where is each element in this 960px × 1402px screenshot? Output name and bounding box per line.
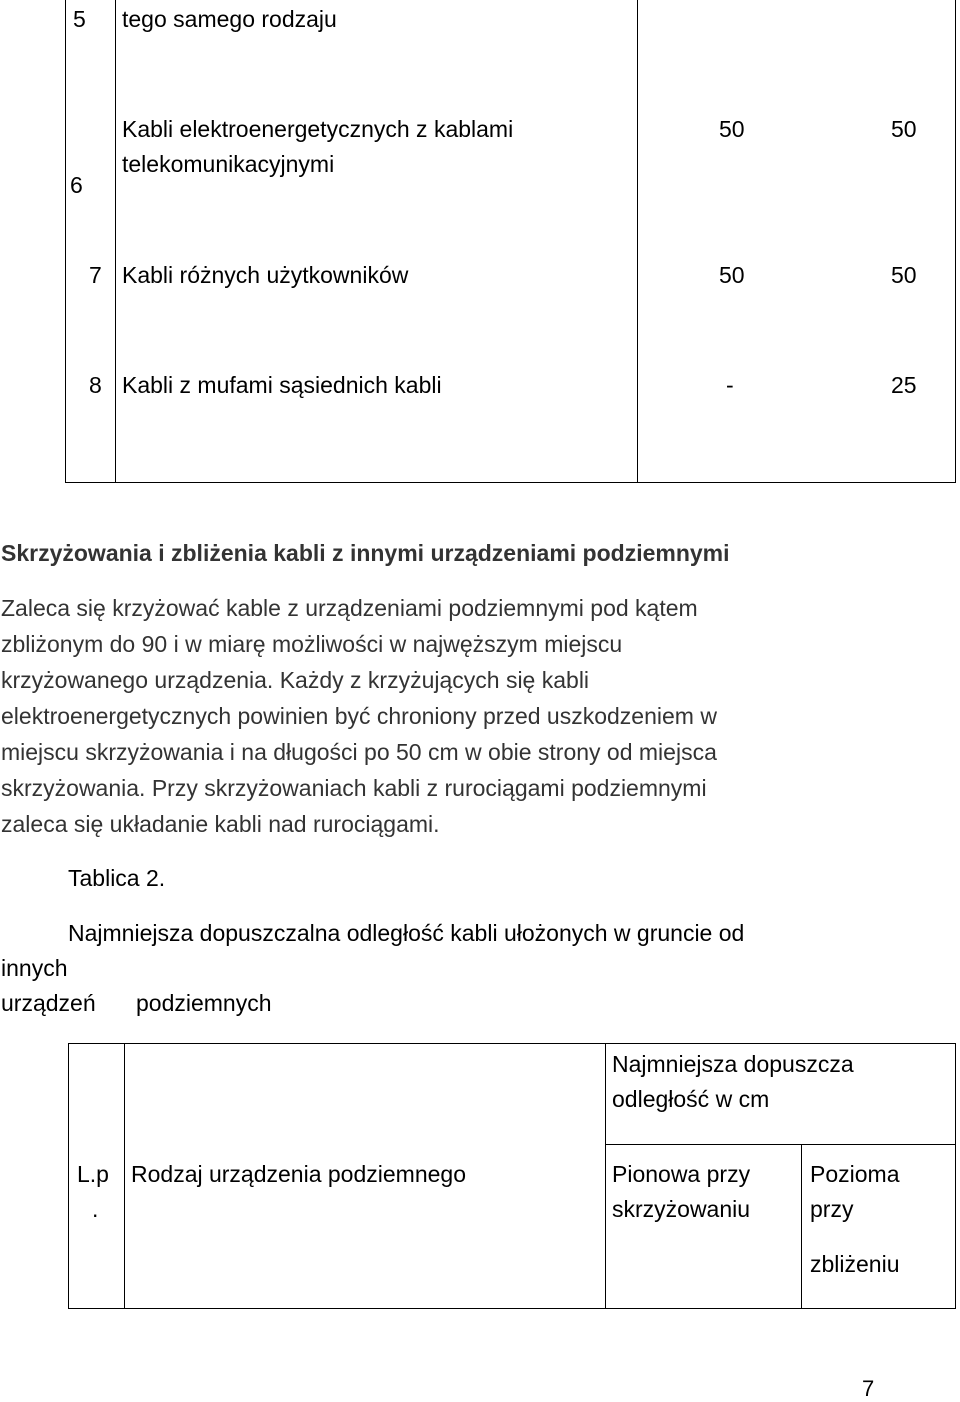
horizontal-header-line: Pozioma: [810, 1161, 900, 1187]
caption-line: podziemnych: [136, 990, 272, 1016]
row-value-vertical: -: [726, 372, 734, 398]
row-description: Kabli z mufami sąsiednich kabli: [122, 372, 442, 398]
paragraph-line: skrzyżowania. Przy skrzyżowaniach kabli z rurociągami podziemnymi: [1, 775, 707, 801]
column-header-type: Rodzaj urządzenia podziemnego: [131, 1161, 466, 1187]
row-description: tego samego rodzaju: [122, 6, 337, 32]
row-value-horizontal: 25: [891, 372, 917, 398]
group-header-line: odległość w cm: [612, 1086, 770, 1112]
row-number: 5: [73, 6, 86, 32]
horizontal-header-line: zbliżeniu: [810, 1251, 900, 1277]
horizontal-header-line: przy: [810, 1196, 854, 1222]
paragraph-line: miejscu skrzyżowania i na długości po 50 cm w obie strony od miejsca: [1, 739, 717, 765]
vertical-header-line: skrzyżowaniu: [612, 1196, 751, 1222]
row-value-horizontal: 50: [891, 262, 917, 288]
paragraph-line: elektroenergetycznych powinien być chroniony przed uszkodzeniem w: [1, 703, 717, 729]
caption-line: urządzeń: [1, 990, 96, 1016]
table-label: Tablica 2.: [68, 865, 166, 891]
caption-line: innych: [1, 955, 68, 981]
row-value-vertical: 50: [719, 262, 745, 288]
caption-line: Najmniejsza dopuszczalna odległość kabli ułożonych w gruncie od: [68, 920, 745, 946]
page-number: 7: [862, 1376, 875, 1401]
row-value-vertical: 50: [719, 116, 745, 142]
row-number: 7: [89, 262, 102, 288]
row-value-horizontal: 50: [891, 116, 917, 142]
row-description: Kabli różnych użytkowników: [122, 262, 409, 288]
row-description: telekomunikacyjnymi: [122, 151, 335, 177]
row-number: 8: [89, 372, 102, 398]
row-number: 6: [70, 172, 83, 198]
lp-header-line: .: [92, 1196, 99, 1222]
paragraph-line: Zaleca się krzyżować kable z urządzeniami podziemnymi pod kątem: [1, 595, 698, 621]
paragraph-line: krzyżowanego urządzenia. Każdy z krzyżujących się kabli: [1, 667, 590, 693]
paragraph-line: zaleca się układanie kabli nad rurociągami.: [1, 811, 440, 837]
lp-header-line: L.p: [77, 1161, 109, 1187]
vertical-header-line: Pionowa przy: [612, 1161, 751, 1187]
row-description: Kabli elektroenergetycznych z kablami: [122, 116, 514, 142]
section-heading: Skrzyżowania i zbliżenia kabli z innymi urządzeniami podziemnymi: [1, 540, 730, 566]
group-header-line: Najmniejsza dopuszcza: [612, 1051, 854, 1077]
paragraph-line: zbliżonym do 90 i w miarę możliwości w najwęższym miejscu: [1, 631, 623, 657]
